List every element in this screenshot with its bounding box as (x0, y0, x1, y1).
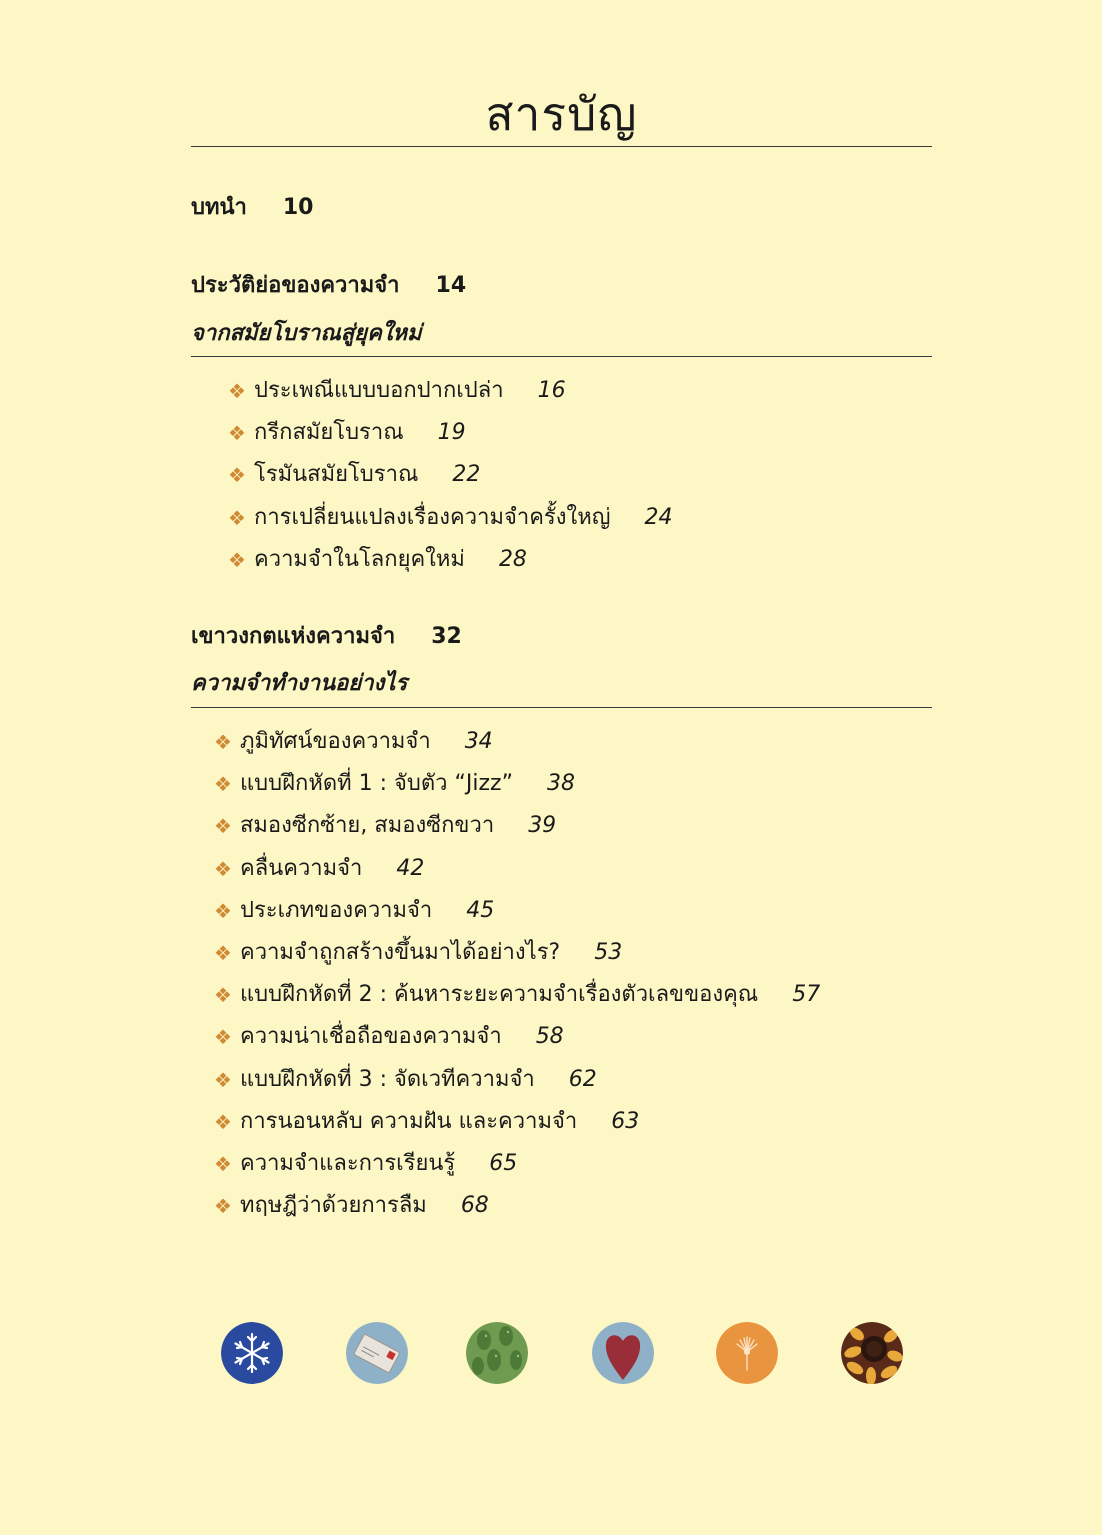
toc-item-page: 57 (792, 982, 821, 1008)
bullet-diamond-icon: ❖ (228, 379, 246, 404)
chapter-heading (191, 622, 462, 652)
toc-item-page: 65 (489, 1150, 518, 1176)
envelope-icon (346, 1322, 408, 1384)
toc-item (214, 763, 820, 805)
toc-item-label: โรมันสมัยโบราณ (254, 462, 419, 488)
bullet-diamond-icon: ❖ (214, 941, 232, 966)
toc-item-page: 68 (460, 1193, 489, 1219)
snowflake-icon (221, 1322, 283, 1384)
toc-item-page: 38 (546, 771, 575, 797)
toc-item (214, 1185, 820, 1227)
toc-item-label: ความจำและการเรียนรู้ (240, 1150, 456, 1176)
intro-label: บทนำ (191, 195, 247, 220)
toc-item (228, 497, 672, 539)
toc-item-label: ภูมิทัศน์ของความจำ (240, 729, 431, 755)
chapter-subtitle: จากสมัยโบราณสู่ยุคใหม่ (191, 321, 422, 346)
toc-item (214, 848, 820, 890)
toc-item-page: 63 (611, 1108, 640, 1134)
toc-item (214, 1059, 820, 1101)
bullet-diamond-icon: ❖ (214, 772, 232, 797)
toc-item-page: 34 (464, 729, 493, 755)
toc-item-label: ความจำถูกสร้างขึ้นมาได้อย่างไร? (240, 940, 561, 966)
bullet-diamond-icon: ❖ (228, 463, 246, 488)
bullet-diamond-icon: ❖ (214, 1194, 232, 1219)
flower-icon (716, 1322, 778, 1384)
section-divider (191, 356, 932, 357)
toc-item (214, 1143, 820, 1185)
toc-item (228, 412, 672, 454)
chapter-title: เขาวงกตแห่งความจำ (191, 624, 396, 649)
bullet-diamond-icon: ❖ (214, 983, 232, 1008)
bullet-diamond-icon: ❖ (228, 421, 246, 446)
toc-item-page: 62 (568, 1066, 597, 1092)
toc-item-page: 28 (498, 546, 527, 572)
chapter-title: ประวัติย่อของความจำ (191, 273, 400, 298)
chapter-page: 14 (435, 273, 467, 298)
bullet-diamond-icon: ❖ (228, 547, 246, 572)
toc-item-label: ประเพณีแบบบอกปากเปล่า (254, 378, 504, 404)
decorative-icon-row (0, 1322, 1102, 1386)
toc-item-page: 24 (644, 504, 673, 530)
sunflower-icon (841, 1322, 903, 1384)
toc-item-label: ทฤษฎีว่าด้วยการลืม (240, 1193, 427, 1219)
bullet-diamond-icon: ❖ (214, 856, 232, 881)
toc-list (228, 370, 672, 581)
toc-item-label: กรีกสมัยโบราณ (254, 420, 404, 446)
toc-item-label: แบบฝึกหัดที่ 1 : จับตัว “Jizz” (240, 771, 513, 797)
intro-page: 10 (282, 195, 314, 220)
toc-item (214, 932, 820, 974)
toc-item-label: ประเภทของความจำ (240, 897, 433, 923)
toc-item (228, 454, 672, 496)
bullet-diamond-icon: ❖ (214, 1025, 232, 1050)
intro-entry (191, 193, 313, 223)
toc-item-page: 58 (535, 1024, 564, 1050)
toc-item (214, 974, 820, 1016)
toc-item-label: ความจำในโลกยุคใหม่ (254, 546, 465, 572)
toc-item-page: 53 (594, 940, 623, 966)
bullet-diamond-icon: ❖ (214, 730, 232, 755)
toc-item (228, 539, 672, 581)
toc-item (214, 721, 820, 763)
toc-item (228, 370, 672, 412)
toc-item-label: การนอนหลับ ความฝัน และความจำ (240, 1108, 578, 1134)
toc-list (214, 721, 820, 1227)
section-divider (191, 707, 932, 708)
toc-item-page: 39 (528, 813, 557, 839)
toc-item (214, 890, 820, 932)
title-divider (191, 146, 932, 147)
toc-item-label: การเปลี่ยนแปลงเรื่องความจำครั้งใหญ่ (254, 504, 611, 530)
toc-item-label: แบบฝึกหัดที่ 2 : ค้นหาระยะความจำเรื่องตัวเลขของคุณ (240, 982, 759, 1008)
page-title: สารบัญ (485, 87, 638, 141)
toc-item-page: 42 (396, 855, 425, 881)
bullet-diamond-icon: ❖ (214, 814, 232, 839)
cactus-icon (466, 1322, 528, 1384)
toc-item-label: สมองซีกซ้าย, สมองซีกขวา (240, 813, 495, 839)
toc-item-page: 19 (437, 420, 466, 446)
toc-item-label: คลื่นความจำ (240, 855, 363, 881)
toc-item-page: 16 (537, 378, 566, 404)
bullet-diamond-icon: ❖ (214, 1151, 232, 1176)
heart-icon (592, 1322, 654, 1384)
toc-item (214, 805, 820, 847)
bullet-diamond-icon: ❖ (214, 1109, 232, 1134)
bullet-diamond-icon: ❖ (214, 1067, 232, 1092)
toc-item (214, 1101, 820, 1143)
bullet-diamond-icon: ❖ (214, 898, 232, 923)
toc-item (214, 1016, 820, 1058)
toc-item-page: 22 (452, 462, 481, 488)
toc-item-label: ความน่าเชื่อถือของความจำ (240, 1024, 502, 1050)
chapter-page: 32 (431, 624, 462, 649)
chapter-subtitle: ความจำทำงานอย่างไร (191, 671, 408, 696)
toc-item-label: แบบฝึกหัดที่ 3 : จัดเวทีความจำ (240, 1066, 535, 1092)
toc-item-page: 45 (466, 897, 495, 923)
chapter-heading (191, 271, 466, 301)
bullet-diamond-icon: ❖ (228, 505, 246, 530)
